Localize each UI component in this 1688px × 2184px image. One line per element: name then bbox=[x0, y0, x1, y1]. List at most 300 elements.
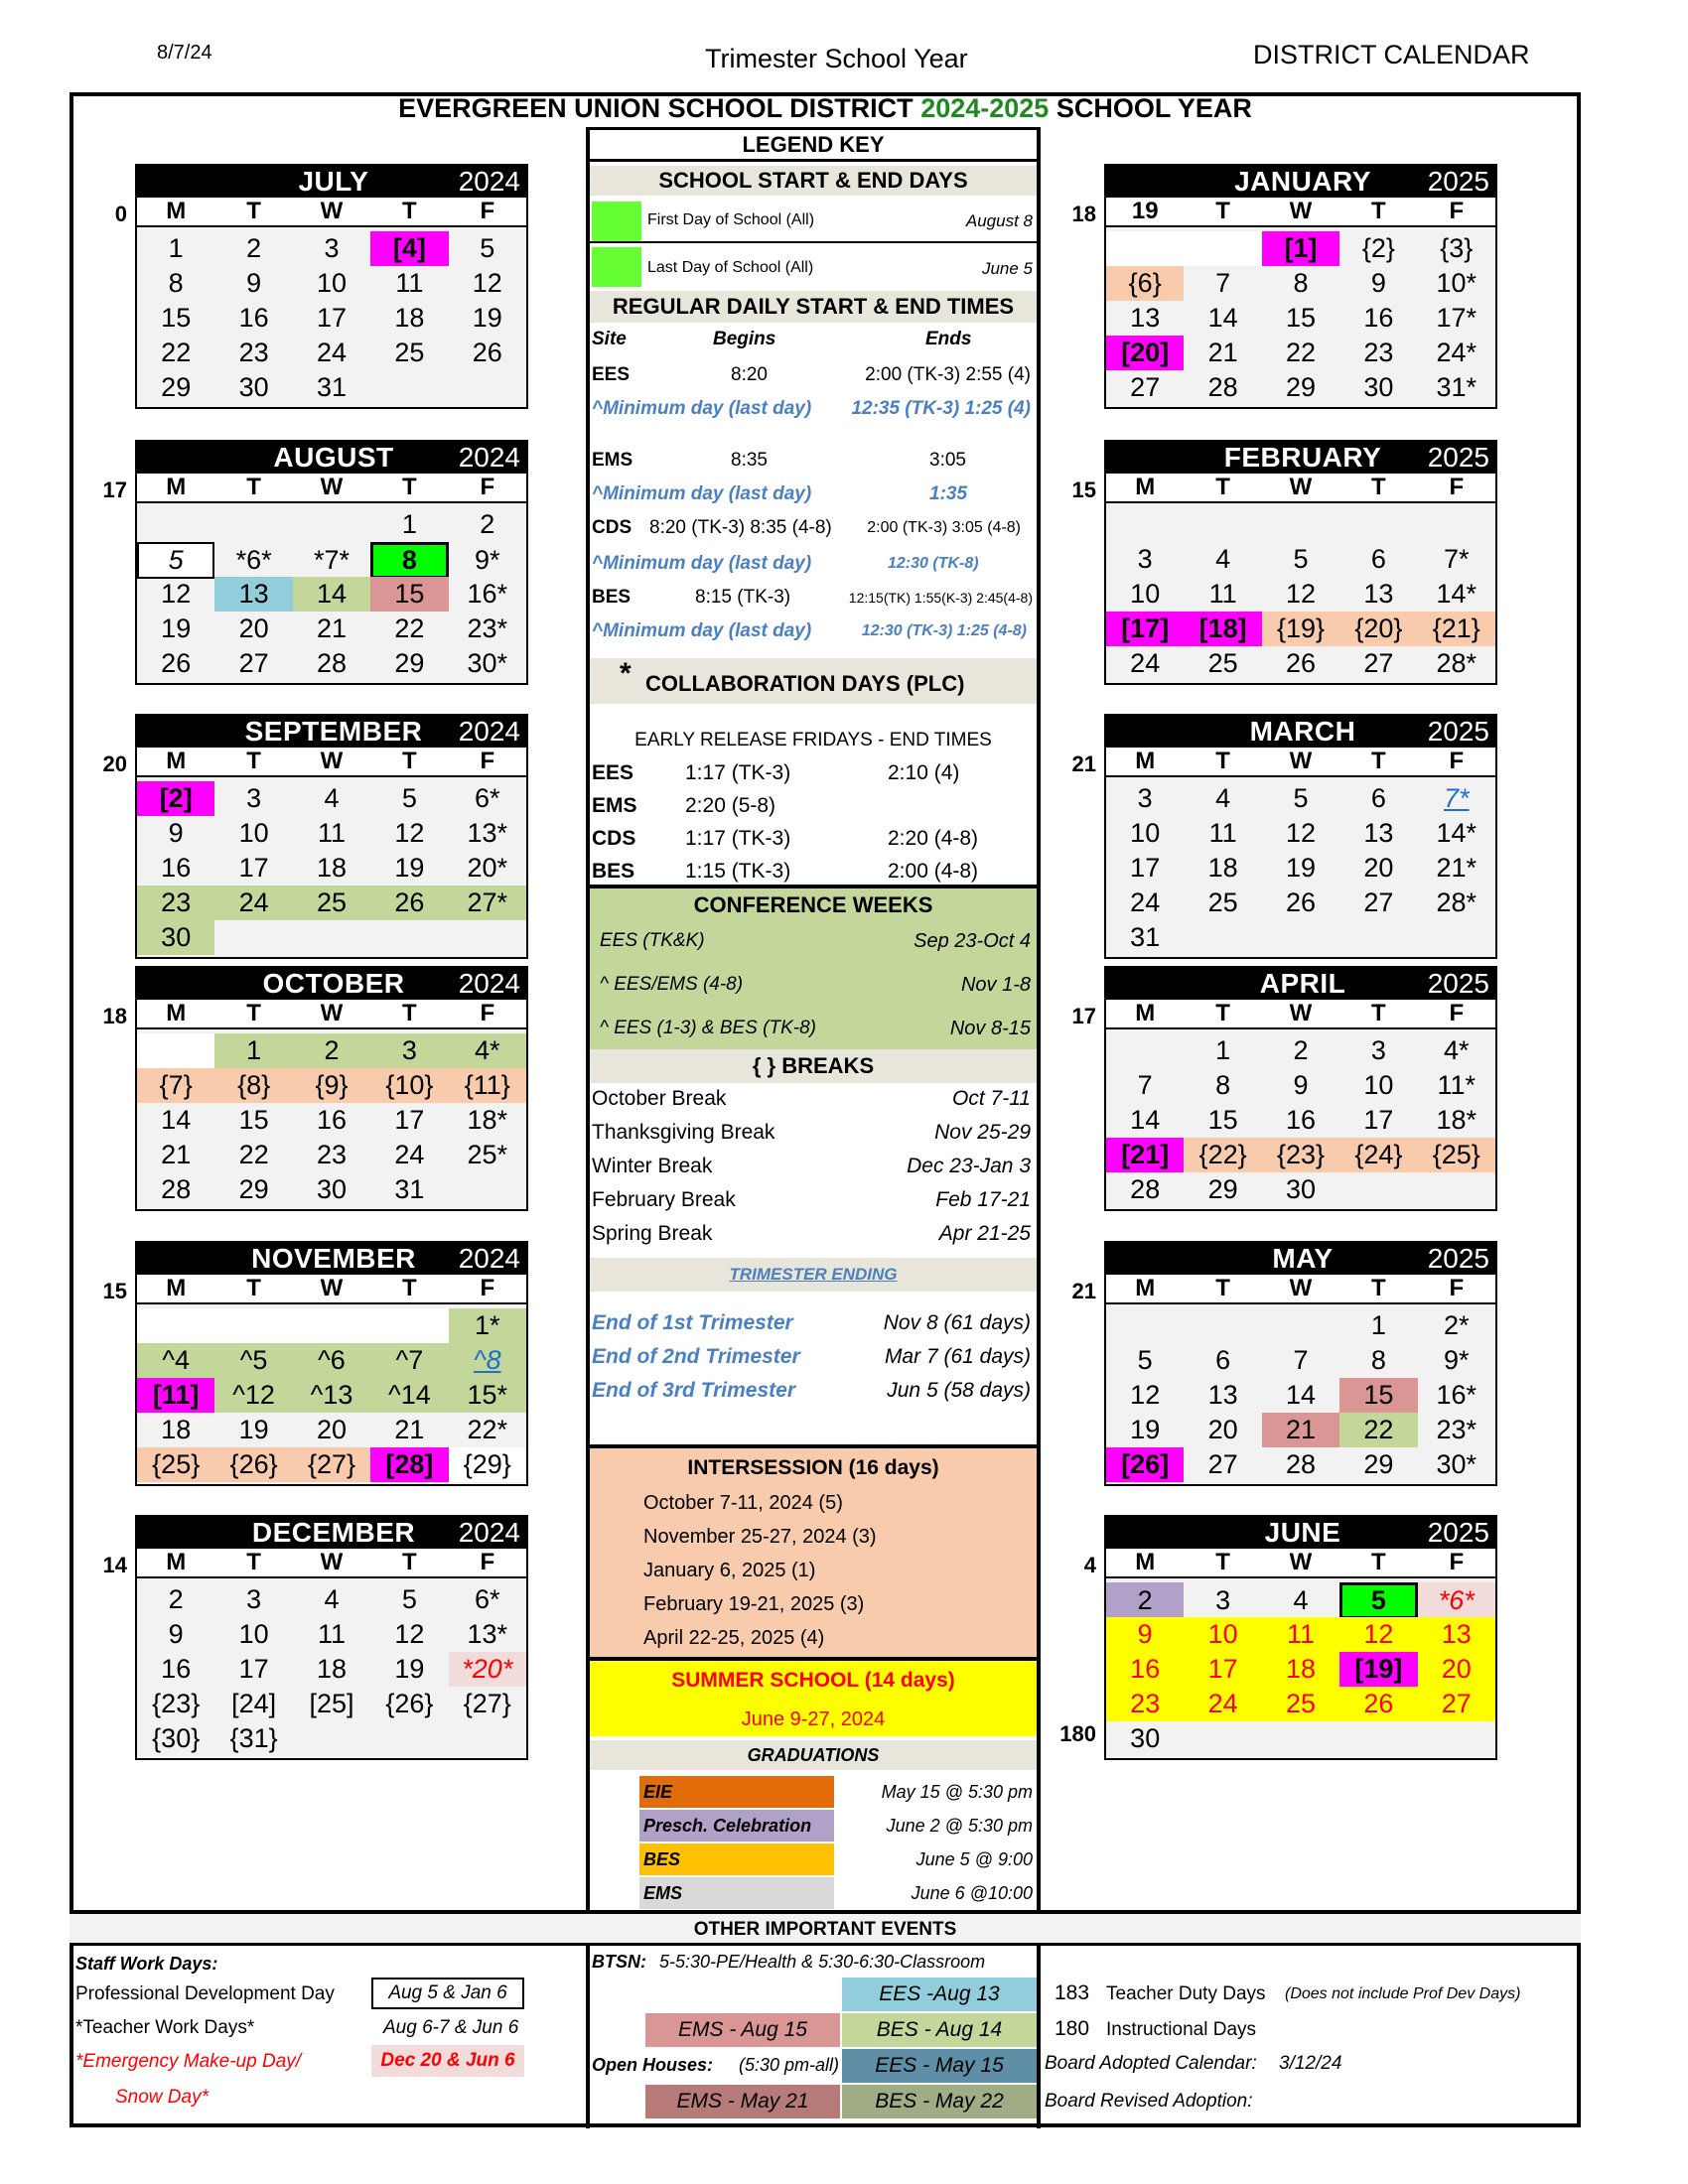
day-cell: [17] bbox=[1106, 612, 1184, 646]
day-cell: 11 bbox=[1262, 1617, 1339, 1652]
day-cell: 21 bbox=[1207, 338, 1238, 367]
instructional-day-count: 15 bbox=[102, 1279, 127, 1303]
weekday-label: W bbox=[320, 748, 344, 774]
day-cell: 30 bbox=[1363, 372, 1394, 402]
day-cell: ^6 bbox=[293, 1343, 370, 1378]
day-cell: 18 bbox=[1207, 853, 1238, 883]
legend-collab-header bbox=[590, 658, 1037, 704]
collab-label: COLLABORATION DAYS (PLC) bbox=[645, 671, 965, 696]
month-june bbox=[1104, 1515, 1497, 1760]
weekday-label: M bbox=[166, 1275, 187, 1301]
day-cell: 16 bbox=[238, 303, 269, 333]
week-row bbox=[137, 301, 526, 336]
day-cell: 23 bbox=[238, 338, 269, 367]
day-cell: 28 bbox=[316, 648, 348, 678]
month-name: JUNE bbox=[1264, 1517, 1341, 1548]
day-cell bbox=[137, 507, 214, 542]
day-cell: 4 bbox=[1215, 544, 1231, 574]
trimester-date: Jun 5 (58 days) bbox=[887, 1379, 1031, 1402]
legend-start-end-header: SCHOOL START & END DAYS bbox=[590, 166, 1037, 196]
day-cell: 28 bbox=[1130, 1174, 1161, 1204]
graduation-school: Presch. Celebration bbox=[639, 1810, 834, 1842]
day-cell: {19} bbox=[1262, 612, 1339, 646]
day-cell: 19 bbox=[472, 303, 502, 333]
weekday-label: T bbox=[1371, 748, 1386, 774]
day-cell: 22 bbox=[1339, 1413, 1417, 1447]
day-cell: 29 bbox=[1285, 372, 1317, 402]
week-row bbox=[137, 1721, 526, 1756]
day-cell: 1* bbox=[449, 1308, 526, 1343]
day-cell: {29} bbox=[449, 1447, 526, 1482]
weekday-label: T bbox=[1215, 748, 1230, 774]
conference-group: ^ EES/EMS (4-8) bbox=[600, 974, 744, 995]
day-cell: [19] bbox=[1339, 1652, 1417, 1687]
month-header bbox=[1106, 1243, 1495, 1275]
day-cell: 4 bbox=[324, 783, 340, 813]
month-name: APRIL bbox=[1259, 968, 1346, 999]
day-cell: 9 bbox=[1106, 1617, 1184, 1652]
weekday-label: F bbox=[480, 1549, 495, 1575]
day-cell: 15 bbox=[161, 303, 192, 333]
day-cell: 22 bbox=[238, 1140, 269, 1169]
day-cell: 24 bbox=[394, 1140, 425, 1169]
ees-min-label: ^Minimum day (last day) bbox=[592, 398, 812, 419]
day-cell bbox=[1184, 1308, 1261, 1343]
day-cell bbox=[1262, 507, 1339, 542]
weekday-label: T bbox=[1371, 1549, 1386, 1575]
day-cell: 3 bbox=[370, 1033, 448, 1068]
day-cell: 3 bbox=[1215, 1585, 1231, 1615]
er-site: EMS bbox=[592, 794, 637, 817]
day-cell: 17 bbox=[316, 303, 348, 333]
day-cell: [26] bbox=[1106, 1447, 1184, 1482]
day-cell bbox=[1339, 920, 1417, 955]
day-cell: {2} bbox=[1361, 233, 1395, 263]
weekday-label: T bbox=[1215, 474, 1230, 500]
day-cell: {10} bbox=[370, 1068, 448, 1103]
cds-min-label: ^Minimum day (last day) bbox=[592, 553, 812, 574]
day-cell: 10 bbox=[1184, 1617, 1261, 1652]
graduation-time: June 6 @10:00 bbox=[911, 1883, 1033, 1903]
open-houses-time: (5:30 pm-all) bbox=[739, 2055, 840, 2075]
weekday-label: F bbox=[1449, 1000, 1465, 1026]
ees-btsn: EES -Aug 13 bbox=[842, 1978, 1037, 2011]
bes-btsn: BES - Aug 14 bbox=[842, 2013, 1037, 2047]
day-cell: 25 bbox=[1207, 887, 1238, 917]
day-cell: {25} bbox=[137, 1447, 214, 1482]
day-cell bbox=[449, 370, 526, 405]
teacher-work-days-label: *Teacher Work Days* bbox=[75, 2017, 255, 2038]
day-cell: [25] bbox=[309, 1689, 354, 1718]
week-row bbox=[137, 1447, 526, 1482]
weekday-label: T bbox=[402, 748, 417, 774]
weekday-label: T bbox=[402, 474, 417, 500]
day-cell: 11 bbox=[1208, 818, 1237, 848]
day-cell: 21 bbox=[1262, 1413, 1339, 1447]
day-cell: 22 bbox=[161, 338, 192, 367]
instructional-day-total: 180 bbox=[1059, 1721, 1096, 1746]
instructional-day-count: 17 bbox=[1071, 1004, 1096, 1028]
day-cell: 6 bbox=[1370, 783, 1386, 813]
er-time-secondary: 2:00 (4-8) bbox=[888, 860, 979, 883]
day-cell: 24 bbox=[214, 886, 292, 920]
day-cell: 21 bbox=[161, 1140, 192, 1169]
graduation-time: May 15 @ 5:30 pm bbox=[881, 1782, 1033, 1802]
conference-dates: Nov 8-15 bbox=[949, 1018, 1031, 1039]
break-dates: Dec 23-Jan 3 bbox=[907, 1155, 1031, 1177]
last-day-swatch bbox=[592, 247, 641, 287]
day-cell: 19 bbox=[394, 853, 425, 883]
day-cell: 30* bbox=[467, 648, 508, 678]
day-cell: 22 bbox=[1285, 338, 1317, 367]
weekday-label: F bbox=[1449, 474, 1465, 500]
day-cell: 30 bbox=[1285, 1174, 1317, 1204]
emergency-makeup-label: *Emergency Make-up Day/ bbox=[75, 2051, 302, 2072]
month-july bbox=[135, 164, 528, 409]
week-row bbox=[137, 1378, 526, 1413]
week-row bbox=[1106, 301, 1495, 336]
day-cell: 31 bbox=[394, 1174, 425, 1204]
day-cell: 5 bbox=[401, 783, 417, 813]
weekday-label: W bbox=[1289, 1275, 1313, 1301]
weekday-label: T bbox=[246, 1549, 261, 1575]
day-cell: 2 bbox=[480, 509, 495, 539]
day-cell: {26} bbox=[385, 1689, 434, 1718]
weekday-label: T bbox=[402, 1549, 417, 1575]
day-cell: 1 bbox=[1370, 1310, 1386, 1340]
day-cell: 6* bbox=[475, 1584, 500, 1614]
trimester-date: Nov 8 (61 days) bbox=[883, 1311, 1031, 1334]
day-cell: 20 bbox=[1418, 1652, 1495, 1687]
snow-day-label: Snow Day* bbox=[115, 2087, 209, 2108]
day-cell: 19 bbox=[238, 1415, 269, 1444]
week-rows bbox=[137, 503, 526, 683]
day-cell: 17* bbox=[1436, 303, 1477, 333]
month-year: 2024 bbox=[458, 166, 520, 197]
btsn-times: 5-5:30-PE/Health & 5:30-6:30-Classroom bbox=[659, 1952, 986, 1972]
day-cell bbox=[293, 1308, 370, 1343]
day-cell: 16 bbox=[1106, 1652, 1184, 1687]
intersession-dates: November 25-27, 2024 (3) bbox=[643, 1526, 877, 1548]
intersession-dates: January 6, 2025 (1) bbox=[643, 1560, 816, 1581]
weekday-label: W bbox=[320, 1000, 344, 1026]
day-cell: {23} bbox=[152, 1689, 201, 1718]
week-row bbox=[1106, 1378, 1495, 1413]
day-cell: *20* bbox=[449, 1652, 526, 1687]
week-row bbox=[1106, 1172, 1495, 1207]
trimester-header: TRIMESTER ENDING bbox=[590, 1258, 1037, 1292]
day-cell: 14 bbox=[1207, 303, 1238, 333]
graduations-header: GRADUATIONS bbox=[590, 1740, 1037, 1770]
day-cell: ^4 bbox=[137, 1343, 214, 1378]
week-row bbox=[137, 646, 526, 681]
day-cell: {11} bbox=[449, 1068, 526, 1103]
day-cell: 29 bbox=[161, 372, 192, 402]
week-row bbox=[1106, 1447, 1495, 1482]
board-adopted-date: 3/12/24 bbox=[1279, 2053, 1342, 2074]
weekday-label: W bbox=[1289, 198, 1313, 224]
day-cell: 26 bbox=[370, 886, 448, 920]
week-row bbox=[1106, 1617, 1495, 1652]
conference-dates: Nov 1-8 bbox=[960, 974, 1031, 996]
day-cell: 9 bbox=[168, 1619, 184, 1649]
day-cell: 18* bbox=[467, 1105, 508, 1135]
day-cell bbox=[1339, 507, 1417, 542]
intersession-dates: October 7-11, 2024 (5) bbox=[643, 1492, 843, 1514]
day-cell: {27} bbox=[293, 1447, 370, 1482]
er-site: EES bbox=[592, 761, 634, 784]
day-cell: 23* bbox=[467, 614, 508, 643]
month-header bbox=[1106, 716, 1495, 748]
week-row bbox=[137, 1033, 526, 1068]
day-cell: 11* bbox=[1437, 1070, 1477, 1100]
day-cell: 27 bbox=[1207, 1449, 1238, 1479]
teacher-duty-count: 183 bbox=[1055, 1981, 1090, 2004]
month-year: 2024 bbox=[458, 1243, 520, 1274]
weekday-header bbox=[137, 1275, 526, 1304]
day-cell: 15 bbox=[238, 1105, 269, 1135]
intersession-dates: April 22-25, 2025 (4) bbox=[643, 1627, 825, 1649]
month-name: MARCH bbox=[1249, 716, 1356, 747]
week-row bbox=[1106, 1138, 1495, 1172]
day-cell: 25 bbox=[1207, 648, 1238, 678]
week-rows bbox=[1106, 503, 1495, 683]
day-cell: [18] bbox=[1184, 612, 1261, 646]
week-row bbox=[137, 336, 526, 370]
day-cell: 12 bbox=[1130, 1380, 1161, 1410]
day-cell: ^8 bbox=[449, 1343, 526, 1378]
week-row bbox=[137, 1652, 526, 1687]
day-cell: 31 bbox=[1130, 922, 1161, 952]
month-header bbox=[1106, 1517, 1495, 1549]
week-row bbox=[137, 577, 526, 612]
month-header bbox=[137, 166, 526, 198]
day-cell: 6 bbox=[1370, 544, 1386, 574]
day-cell: 4 bbox=[1215, 783, 1231, 813]
conference-weeks bbox=[590, 888, 1037, 1049]
week-row bbox=[137, 370, 526, 405]
day-cell: 13 bbox=[1418, 1617, 1495, 1652]
day-cell: 24 bbox=[1130, 887, 1161, 917]
day-cell: {8} bbox=[214, 1068, 292, 1103]
day-cell: 3 bbox=[324, 233, 340, 263]
week-rows bbox=[1106, 227, 1495, 407]
intersession bbox=[590, 1448, 1037, 1657]
day-cell: 10* bbox=[1436, 268, 1477, 298]
day-cell: 10 bbox=[238, 818, 269, 848]
summer-dates: June 9-27, 2024 bbox=[741, 1708, 886, 1730]
month-name: JANUARY bbox=[1234, 166, 1371, 197]
ems-ends: 3:05 bbox=[929, 450, 966, 471]
trimester-name: End of 3rd Trimester bbox=[592, 1379, 795, 1402]
intersession-header: INTERSESSION (16 days) bbox=[687, 1456, 939, 1479]
day-cell bbox=[1106, 507, 1184, 542]
day-cell: 23 bbox=[137, 886, 214, 920]
er-time-primary: 1:15 (TK-3) bbox=[685, 860, 791, 883]
trimester-name: End of 2nd Trimester bbox=[592, 1345, 800, 1368]
instructional-day-count: 18 bbox=[1071, 202, 1096, 226]
cds-label: CDS bbox=[592, 517, 633, 538]
bes-open-house: BES - May 22 bbox=[842, 2085, 1037, 2118]
day-cell: 12 bbox=[394, 1619, 425, 1649]
day-cell: 21 bbox=[316, 614, 348, 643]
day-cell: *7* bbox=[313, 545, 350, 575]
week-row bbox=[137, 1308, 526, 1343]
day-cell: 15* bbox=[449, 1378, 526, 1413]
weekday-header bbox=[1106, 474, 1495, 503]
week-rows bbox=[137, 777, 526, 957]
day-cell: 9 bbox=[246, 268, 262, 298]
weekday-header bbox=[137, 1549, 526, 1578]
month-september bbox=[135, 714, 528, 959]
first-day-swatch bbox=[592, 202, 641, 241]
weekday-label: F bbox=[1449, 1549, 1465, 1575]
day-cell: 14 bbox=[293, 577, 370, 612]
day-cell: 1 bbox=[168, 233, 184, 263]
graduation-school: BES bbox=[639, 1843, 834, 1875]
weekday-label: F bbox=[480, 474, 495, 500]
day-cell: 23 bbox=[1363, 338, 1394, 367]
trimester-date: Mar 7 (61 days) bbox=[884, 1345, 1031, 1368]
day-cell: 7* bbox=[1444, 783, 1470, 813]
week-row bbox=[1106, 1343, 1495, 1378]
week-row bbox=[1106, 1652, 1495, 1687]
document-subtitle: Trimester School Year bbox=[705, 44, 968, 73]
day-cell: 25* bbox=[467, 1140, 508, 1169]
ees-open-house: EES - May 15 bbox=[842, 2049, 1037, 2083]
ems-min-label: ^Minimum day (last day) bbox=[592, 483, 812, 504]
day-cell: 28 bbox=[161, 1174, 192, 1204]
graduation-school: EIE bbox=[639, 1776, 834, 1808]
week-row bbox=[137, 231, 526, 266]
day-cell: 26 bbox=[161, 648, 192, 678]
day-cell: 5 bbox=[401, 1584, 417, 1614]
day-cell: 13 bbox=[1363, 818, 1394, 848]
day-cell: {30} bbox=[152, 1723, 201, 1753]
day-cell: 28 bbox=[1207, 372, 1238, 402]
staff-work-days-label: Staff Work Days: bbox=[75, 1954, 218, 1974]
er-site: BES bbox=[592, 860, 635, 883]
month-november bbox=[135, 1241, 528, 1486]
er-time-secondary: 2:20 (4-8) bbox=[888, 827, 979, 850]
instructional-day-count: 4 bbox=[1083, 1553, 1096, 1577]
day-cell bbox=[1262, 920, 1339, 955]
day-cell: 31 bbox=[316, 372, 348, 402]
page-title bbox=[70, 93, 1581, 124]
bes-min-label: ^Minimum day (last day) bbox=[592, 620, 812, 641]
week-row bbox=[137, 1138, 526, 1172]
document-label: DISTRICT CALENDAR bbox=[1253, 40, 1530, 69]
day-cell: 11 bbox=[317, 1619, 346, 1649]
col-begins: Begins bbox=[713, 329, 776, 349]
last-day-date: June 5 bbox=[981, 259, 1033, 278]
day-cell: 15 bbox=[1207, 1105, 1238, 1135]
ees-begins: 8:20 bbox=[731, 364, 768, 385]
legend-title: LEGEND KEY bbox=[590, 130, 1037, 162]
month-year: 2025 bbox=[1427, 166, 1489, 197]
weekday-label: T bbox=[246, 1275, 261, 1301]
week-row bbox=[1106, 612, 1495, 646]
weekday-label: M bbox=[166, 1549, 187, 1575]
week-row bbox=[137, 1582, 526, 1617]
weekday-header bbox=[137, 474, 526, 503]
month-february bbox=[1104, 440, 1497, 685]
week-row bbox=[137, 1068, 526, 1103]
weekday-label: 19 bbox=[1131, 198, 1159, 224]
day-cell: 26 bbox=[1285, 887, 1317, 917]
day-cell bbox=[293, 920, 370, 955]
day-cell: 2 bbox=[168, 1584, 184, 1614]
day-cell: 6 bbox=[1215, 1345, 1231, 1375]
er-time-primary: 1:17 (TK-3) bbox=[685, 827, 791, 850]
day-cell: 17 bbox=[238, 853, 269, 883]
week-row bbox=[1106, 1308, 1495, 1343]
first-day-date: August 8 bbox=[965, 211, 1033, 230]
weekday-label: W bbox=[320, 198, 344, 224]
day-cell: 2 bbox=[246, 233, 262, 263]
weekday-label: F bbox=[480, 198, 495, 224]
day-cell: 26 bbox=[1285, 648, 1317, 678]
day-cell: 5 bbox=[1293, 544, 1309, 574]
day-cell: 29 bbox=[1207, 1174, 1238, 1204]
month-name: NOVEMBER bbox=[251, 1243, 416, 1274]
day-cell: 24 bbox=[316, 338, 348, 367]
day-cell bbox=[1106, 1308, 1184, 1343]
break-name: October Break bbox=[592, 1087, 727, 1110]
graduation-time: June 2 @ 5:30 pm bbox=[886, 1816, 1033, 1836]
day-cell: 9* bbox=[1444, 1345, 1470, 1375]
day-cell: {9} bbox=[293, 1068, 370, 1103]
weekday-label: T bbox=[1215, 1549, 1230, 1575]
day-cell: {24} bbox=[1339, 1138, 1417, 1172]
day-cell: {26} bbox=[214, 1447, 292, 1482]
weekday-label: M bbox=[1135, 1275, 1156, 1301]
day-cell: 14 bbox=[1130, 1105, 1161, 1135]
day-cell: [24] bbox=[231, 1689, 277, 1718]
cds-min-time: 12:30 (TK-8) bbox=[888, 555, 979, 572]
day-cell: 9 bbox=[168, 818, 184, 848]
day-cell: 19 bbox=[1130, 1415, 1161, 1444]
btsn-label: BTSN: bbox=[592, 1952, 646, 1972]
day-cell: 8 bbox=[1293, 268, 1309, 298]
ees-label: EES bbox=[592, 364, 631, 385]
day-cell: [21] bbox=[1106, 1138, 1184, 1172]
month-december bbox=[135, 1515, 528, 1760]
day-cell: 23 bbox=[316, 1140, 348, 1169]
day-cell: 19 bbox=[161, 614, 192, 643]
day-cell: 25 bbox=[1262, 1687, 1339, 1721]
bes-begins: 8:15 (TK-3) bbox=[695, 587, 791, 608]
day-cell: ^13 bbox=[293, 1378, 370, 1413]
weekday-label: T bbox=[1371, 198, 1386, 224]
open-houses-label: Open Houses: bbox=[592, 2055, 714, 2075]
break-name: Winter Break bbox=[592, 1155, 713, 1177]
day-cell: 3 bbox=[1370, 1035, 1386, 1065]
month-name: OCTOBER bbox=[262, 968, 405, 999]
day-cell: 9* bbox=[475, 545, 500, 575]
ees-ends: 2:00 (TK-3) 2:55 (4) bbox=[865, 364, 1031, 385]
day-cell: 12 bbox=[1285, 579, 1317, 609]
day-cell: 25 bbox=[394, 338, 425, 367]
graduation-time: June 5 @ 9:00 bbox=[915, 1849, 1033, 1869]
weekday-label: T bbox=[1215, 1275, 1230, 1301]
day-cell bbox=[1184, 507, 1261, 542]
weekday-header bbox=[137, 748, 526, 777]
day-cell: 1 bbox=[1215, 1035, 1231, 1065]
week-rows bbox=[137, 1304, 526, 1484]
day-cell: 2 bbox=[1293, 1035, 1309, 1065]
day-cell: 29 bbox=[238, 1174, 269, 1204]
